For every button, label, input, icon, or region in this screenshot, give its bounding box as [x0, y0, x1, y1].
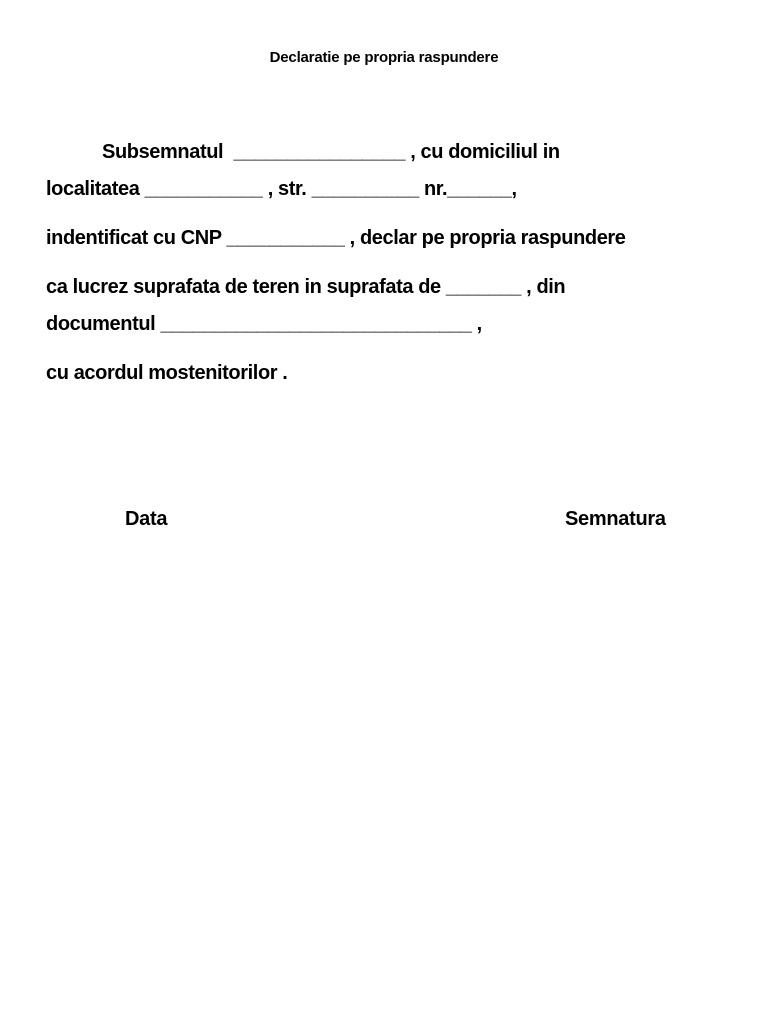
document-title: Declaratie pe propria raspundere — [269, 49, 499, 66]
declaration-line-surface: ca lucrez suprafata de teren in suprafata de _______ , din — [46, 276, 566, 298]
date-label: Data — [125, 508, 168, 530]
declaration-line-cnp: indentificat cu CNP ___________ , declar pe propria raspundere — [46, 227, 626, 249]
declaration-line-document: documentul _____________________________ , — [46, 313, 482, 335]
declaration-line-heirs: cu acordul mostenitorilor . — [46, 362, 288, 384]
declaration-line-name: Subsemnatul ________________ , cu domiciliul in — [102, 141, 560, 163]
signature-label: Semnatura — [565, 508, 666, 530]
declaration-line-address: localitatea ___________ , str. __________ nr.______, — [46, 178, 517, 200]
